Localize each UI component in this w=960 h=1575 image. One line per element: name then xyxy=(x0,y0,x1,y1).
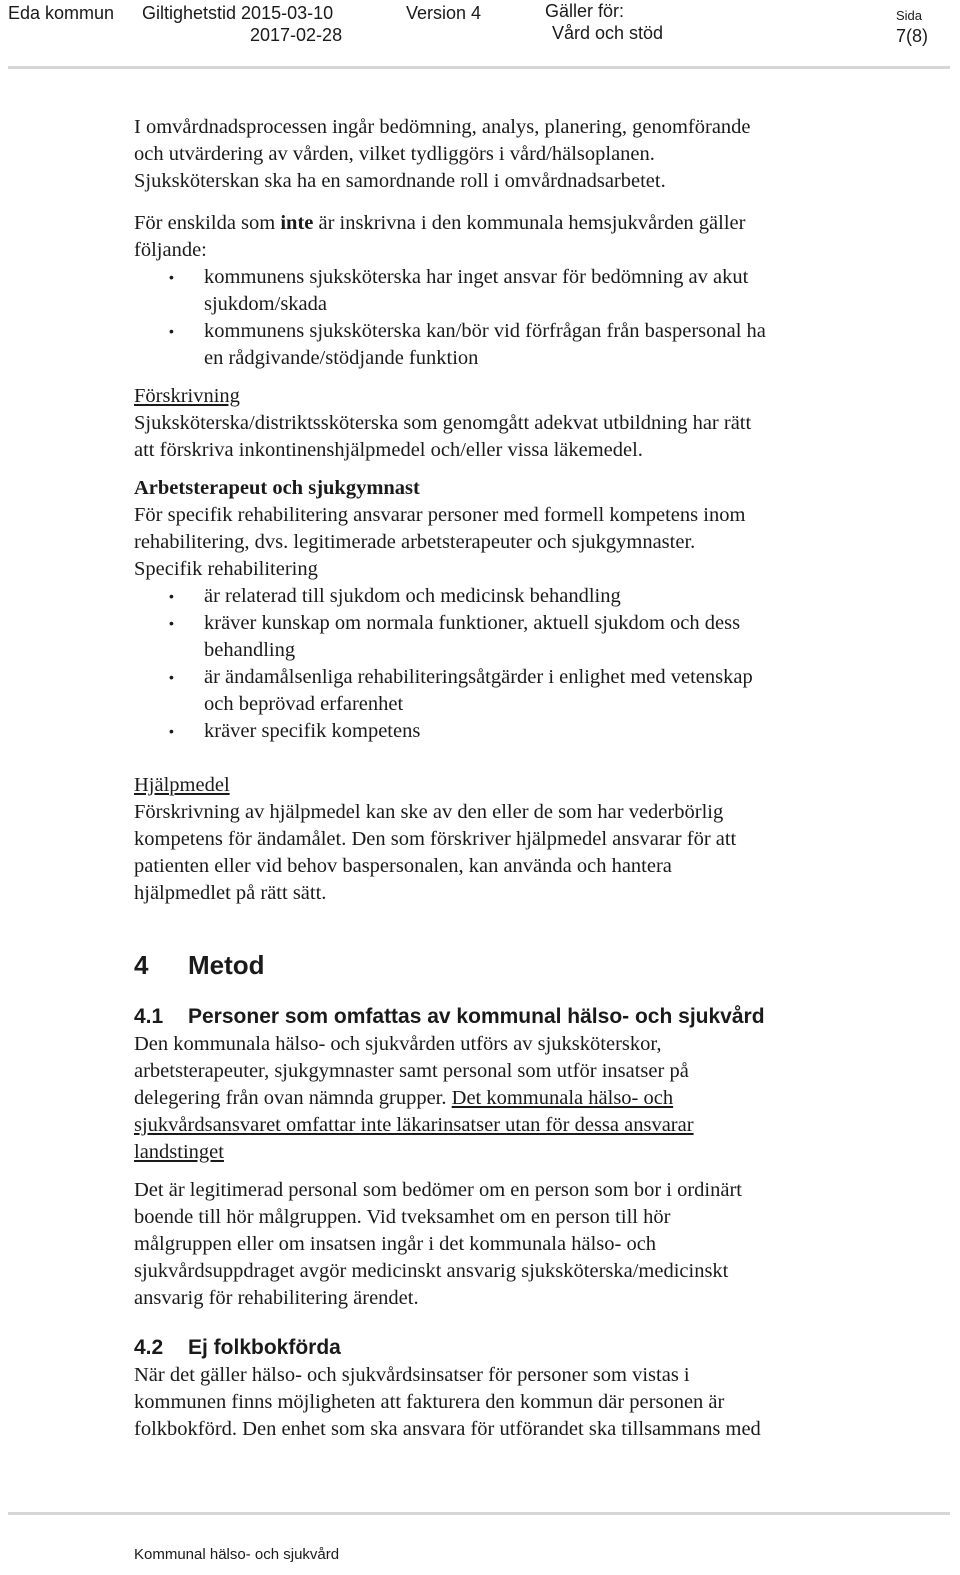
header-applies-label: Gäller för: xyxy=(545,1,625,21)
s41-paragraph-1: Den kommunala hälso- och sjukvården utförs av sjuksköterskor, arbetsterapeuter, sjukgymnaster samt personal som utför insatser på delegering från ovan nämnda grupper. Det kommunala hälso- och sjukvårdsansvaret omfattar inte läkarinsatser utan för dessa ansvarar landstinget xyxy=(134,1033,694,1163)
s42-paragraph: När det gäller hälso- och sjukvårdsinsatser för personer som vistas i kommunen finns möjligheten att fakturera den kommun där personen är folkbokförd. Den enhet som ska ansvara för utförandet ska tillsammans med xyxy=(134,1364,761,1440)
header-applies-value: Vård och stöd xyxy=(552,23,664,43)
footer-rule xyxy=(8,1512,950,1515)
rehab-list xyxy=(134,583,914,745)
heading-4-1: 4.1 Personer som omfattas av kommunal hälso- och sjukvård xyxy=(134,1005,765,1028)
arbetsterapeut-section: Arbetsterapeut och sjukgymnast För specifik rehabilitering ansvarar personer med formell kompetens inom rehabilitering, dvs. legitimerade arbetsterapeuter och sjukgymnaster. Specifik rehabilitering xyxy=(134,477,746,580)
section-heading: Arbetsterapeut och sjukgymnast xyxy=(134,477,420,499)
header-page-number: 7(8) xyxy=(896,26,929,46)
list-item: • är relaterad till sjukdom och medicinsk behandling xyxy=(134,583,914,610)
section-heading: Hjälpmedel xyxy=(134,774,230,796)
header-version: Version 4 xyxy=(406,3,482,23)
non-enrolled-paragraph: För enskilda som inte är inskrivna i den kommunala hemsjukvården gäller följande: xyxy=(134,212,746,261)
header-rule xyxy=(8,66,950,69)
list-item: • är ändamålsenliga rehabiliteringsåtgärder i enlighet med vetenskap och beprövad erfarenhet xyxy=(134,664,914,718)
page-header xyxy=(0,0,960,70)
hjalpmedel-section: Hjälpmedel Förskrivning av hjälpmedel kan ske av den eller de som har vederbörlig kompetens för ändamålet. Den som förskriver hjälpmedel ansvarar för att patienten eller vid behov baspersonalen, kan använda och hantera hjälpmedlet på rätt sätt. xyxy=(134,774,737,904)
header-validity: Giltighetstid 2015-03-10 xyxy=(142,3,334,23)
list-item: • kräver specifik kompetens xyxy=(134,718,914,745)
header-page-label: Sida xyxy=(896,8,923,23)
s41-paragraph-2: Det är legitimerad personal som bedömer om en person som bor i ordinärt boende till hör målgruppen. Vid tveksamhet om en person till hör målgruppen eller om insatsen ingår i det kommunala hälso- och sjukvårdsuppdraget avgör medicinskt ansvarig sjuksköterska/medicinskt ansvarig för rehabilitering ärendet. xyxy=(134,1179,743,1309)
list-item: • kommunens sjuksköterska har inget ansvar för bedömning av akut sjukdom/skada xyxy=(134,264,914,318)
list-item: • kommunens sjuksköterska kan/bör vid förfrågan från baspersonal ha en rådgivande/stödjande funktion xyxy=(134,318,914,372)
page-footer: Kommunal hälso- och sjukvård xyxy=(134,1546,340,1563)
heading-4-2: 4.2 Ej folkbokförda xyxy=(134,1336,341,1359)
intro-paragraph: I omvårdnadsprocessen ingår bedömning, analys, planering, genomförande och utvärdering av vården, vilket tydliggörs i vård/hälsoplanen. Sjuksköterskan ska ha en samordnande roll i omvårdnadsarbetet. xyxy=(134,116,751,192)
forskrivning-section: Förskrivning Sjuksköterska/distriktssköterska som genomgått adekvat utbildning har rätt att förskriva inkontinenshjälpmedel och/eller vissa läkemedel. xyxy=(134,385,752,461)
heading-metod: 4 Metod xyxy=(134,950,265,980)
header-org: Eda kommun xyxy=(8,3,115,23)
document-body xyxy=(134,114,914,1443)
non-enrolled-list xyxy=(134,264,914,372)
header-validity-to: 2017-02-28 xyxy=(250,25,343,45)
section-heading: Förskrivning xyxy=(134,385,240,407)
list-item: • kräver kunskap om normala funktioner, aktuell sjukdom och dess behandling xyxy=(134,610,914,664)
